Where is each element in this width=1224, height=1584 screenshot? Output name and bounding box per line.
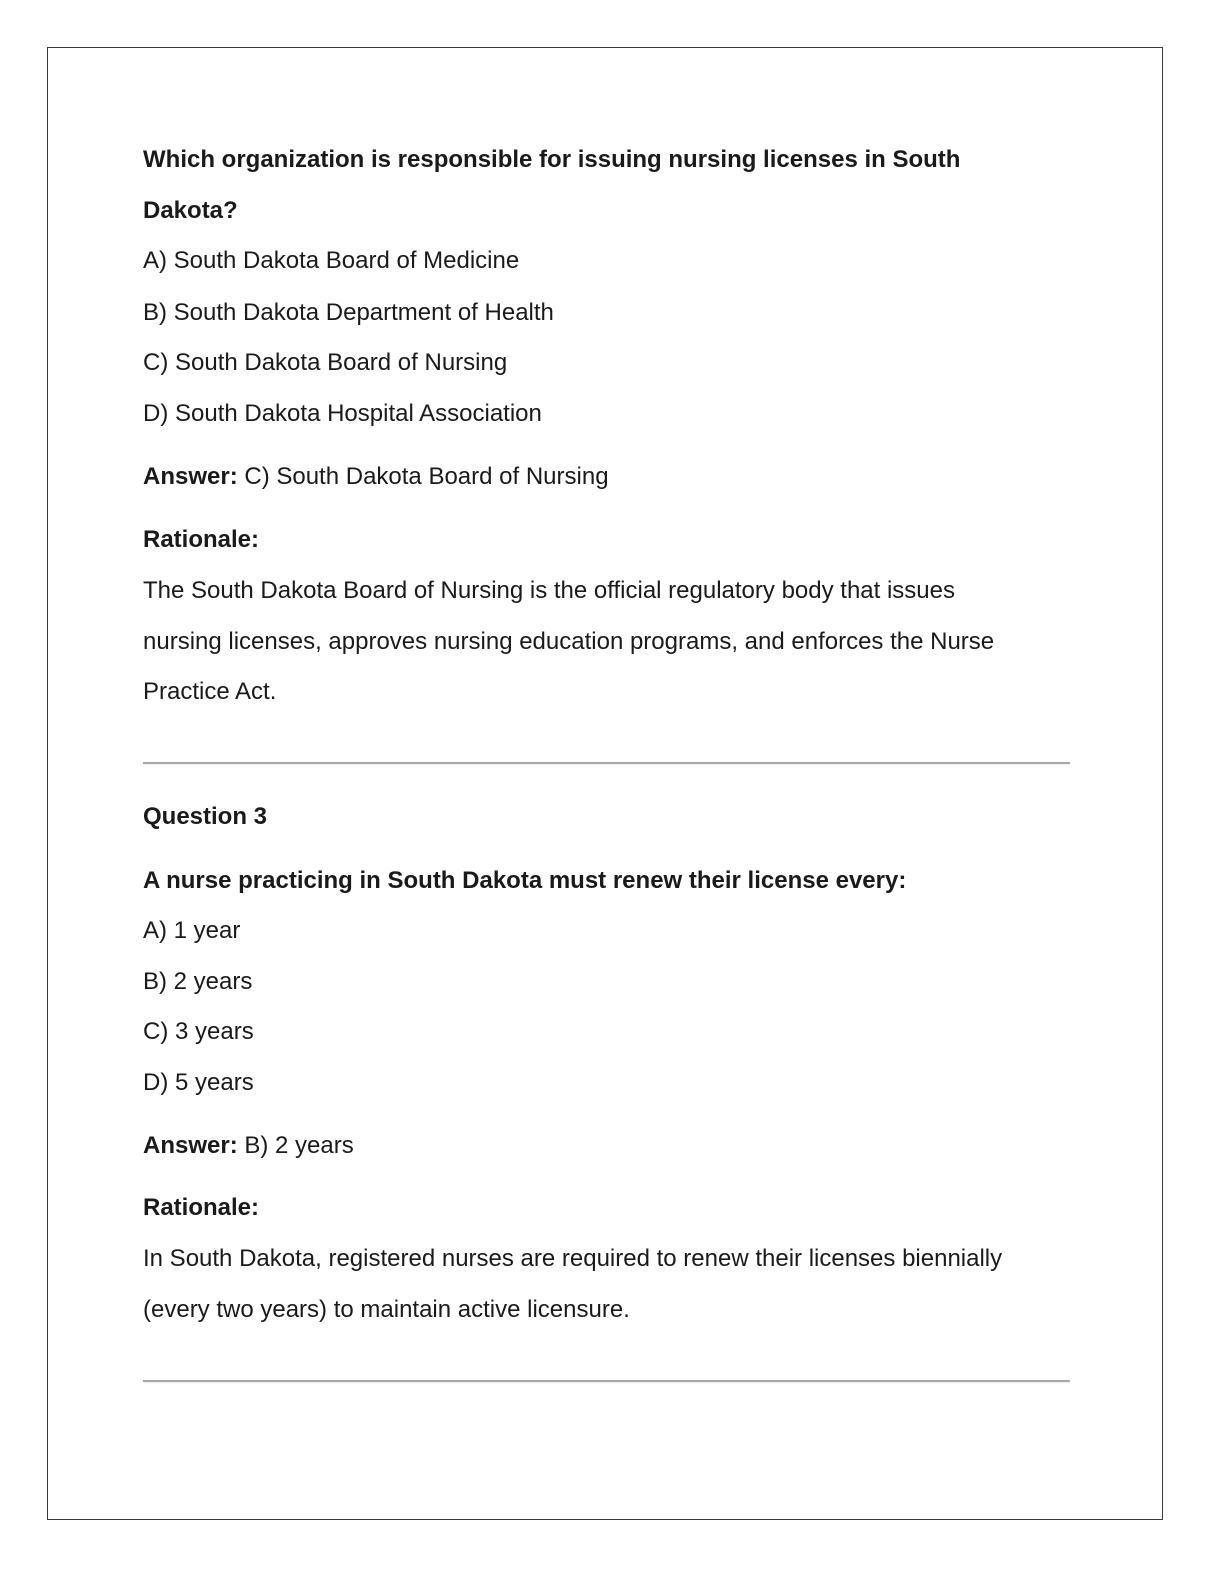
answer-value: B) 2 years <box>244 1132 354 1159</box>
question-3-rationale-line-1: In South Dakota, registered nurses are required to renew their licenses biennially <box>143 1245 1003 1272</box>
question-3-rationale-label: Rationale: <box>143 1194 260 1221</box>
question-3-option-b: B) 2 years <box>143 968 253 995</box>
question-2-rationale-label: Rationale: <box>143 526 260 553</box>
question-3-answer <box>143 1131 354 1161</box>
question-2-option-a: A) South Dakota Board of Medicine <box>143 247 520 274</box>
question-2-rationale-line-1: The South Dakota Board of Nursing is the official regulatory body that issues <box>143 577 956 604</box>
question-2-option-b: B) South Dakota Department of Health <box>143 299 554 326</box>
question-2-text-line-2: Dakota? <box>143 197 238 224</box>
section-divider <box>143 1380 1070 1382</box>
question-3-option-c: C) 3 years <box>143 1018 254 1045</box>
answer-value: C) South Dakota Board of Nursing <box>244 463 609 490</box>
question-2-rationale-line-3: Practice Act. <box>143 678 277 705</box>
question-2-option-d: D) South Dakota Hospital Association <box>143 400 542 427</box>
answer-label: Answer: <box>143 463 238 490</box>
question-2-option-c: C) South Dakota Board of Nursing <box>143 349 508 376</box>
question-2-rationale-line-2: nursing licenses, approves nursing education programs, and enforces the Nurse <box>143 628 995 655</box>
question-2-text-line-1: Which organization is responsible for issuing nursing licenses in South <box>143 146 961 173</box>
question-3-heading: Question 3 <box>143 803 268 830</box>
question-3-option-a: A) 1 year <box>143 917 241 944</box>
question-3-rationale-line-2: (every two years) to maintain active licensure. <box>143 1296 630 1323</box>
section-divider <box>143 762 1070 764</box>
question-2-answer <box>143 462 609 492</box>
question-3-text: A nurse practicing in South Dakota must renew their license every: <box>143 867 907 894</box>
answer-label: Answer: <box>143 1132 238 1159</box>
question-3-option-d: D) 5 years <box>143 1069 254 1096</box>
